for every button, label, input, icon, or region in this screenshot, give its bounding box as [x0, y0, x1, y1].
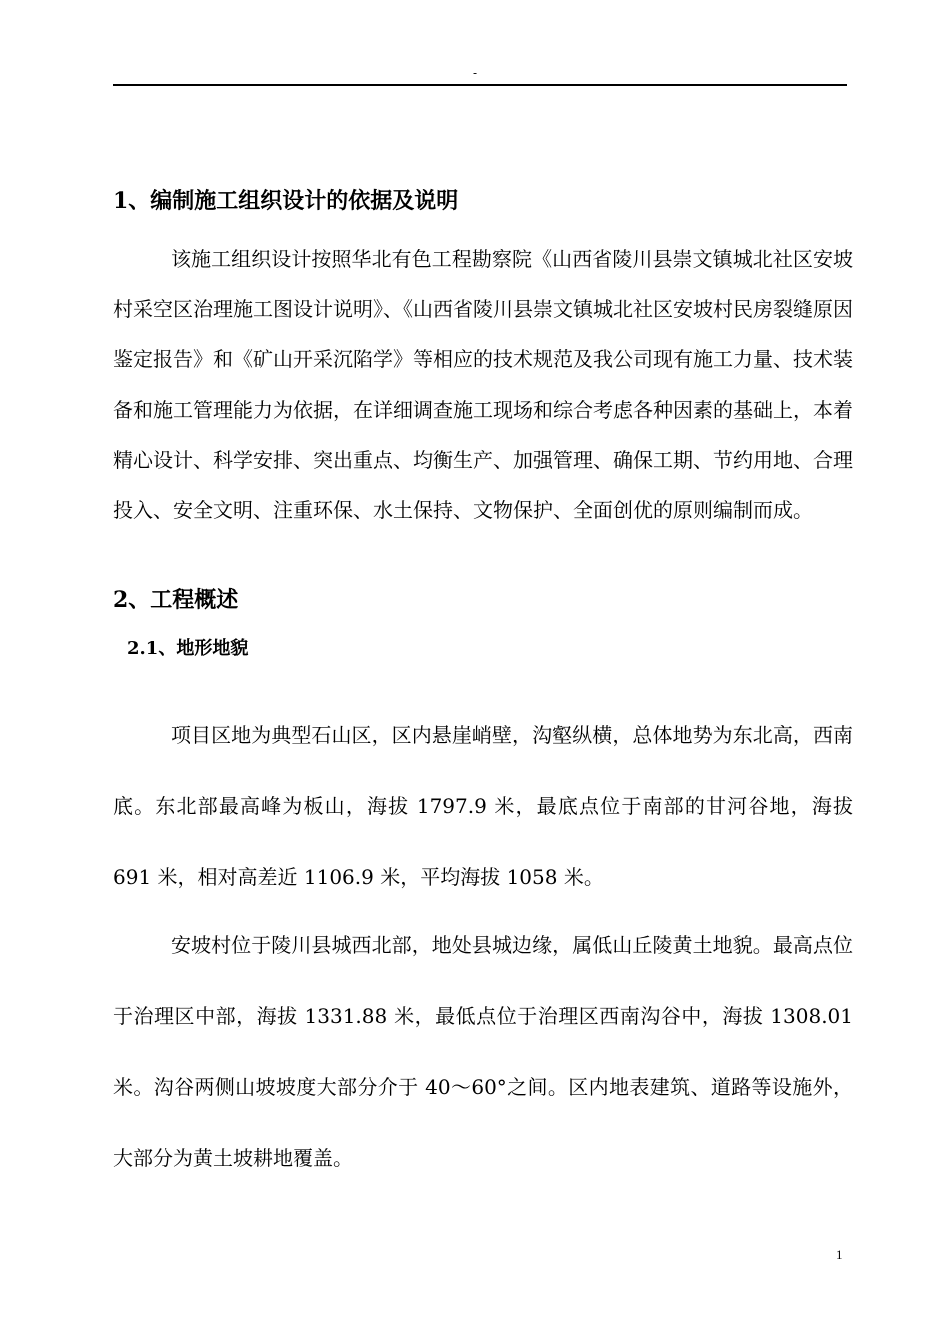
page-number: 1	[836, 1247, 843, 1262]
section-2-1-paragraph-1: 项目区地为典型石山区，区内悬崖峭壁，沟壑纵横，总体地势为东北高，西南底。东北部最高峰为板山，海拔 1797.9 米，最底点位于南部的甘河谷地，海拔 691 米，相对高差近 1106.9 米，平均海拔 1058 米。	[113, 723, 853, 889]
section-1-heading: 1、编制施工组织设计的依据及说明	[113, 188, 459, 214]
header-mark: -	[472, 66, 478, 80]
section-1-paragraph: 该施工组织设计按照华北有色工程勘察院《山西省陵川县崇文镇城北社区安坡村采空区治理施工图设计说明》、《山西省陵川县崇文镇城北社区安坡村民房裂缝原因鉴定报告》和《矿山开采沉陷学》等相应的技术规范及我公司现有施工力量、技术装备和施工管理能力为依据，在详细调查施工现场和综合考虑各种因素的基础上，本着精心设计、科学安排、突出重点、均衡生产、加强管理、确保工期、节约用地、合理投入、安全文明、注重环保、水土保持、文物保护、全面创优的原则编制而成。	[113, 247, 853, 523]
section-2-1-heading: 2.1、地形地貌	[127, 638, 249, 659]
header-rule	[113, 84, 847, 86]
section-2-heading: 2、工程概述	[113, 587, 239, 613]
section-2-1-paragraph-2: 安坡村位于陵川县城西北部，地处县城边缘，属低山丘陵黄土地貌。最高点位于治理区中部，海拔 1331.88 米，最低点位于治理区西南沟谷中，海拔 1308.01 米。沟谷两侧山坡坡度大部分介于 40～60°之间。区内地表建筑、道路等设施外，大部分为黄土坡耕地覆盖。	[113, 933, 853, 1170]
